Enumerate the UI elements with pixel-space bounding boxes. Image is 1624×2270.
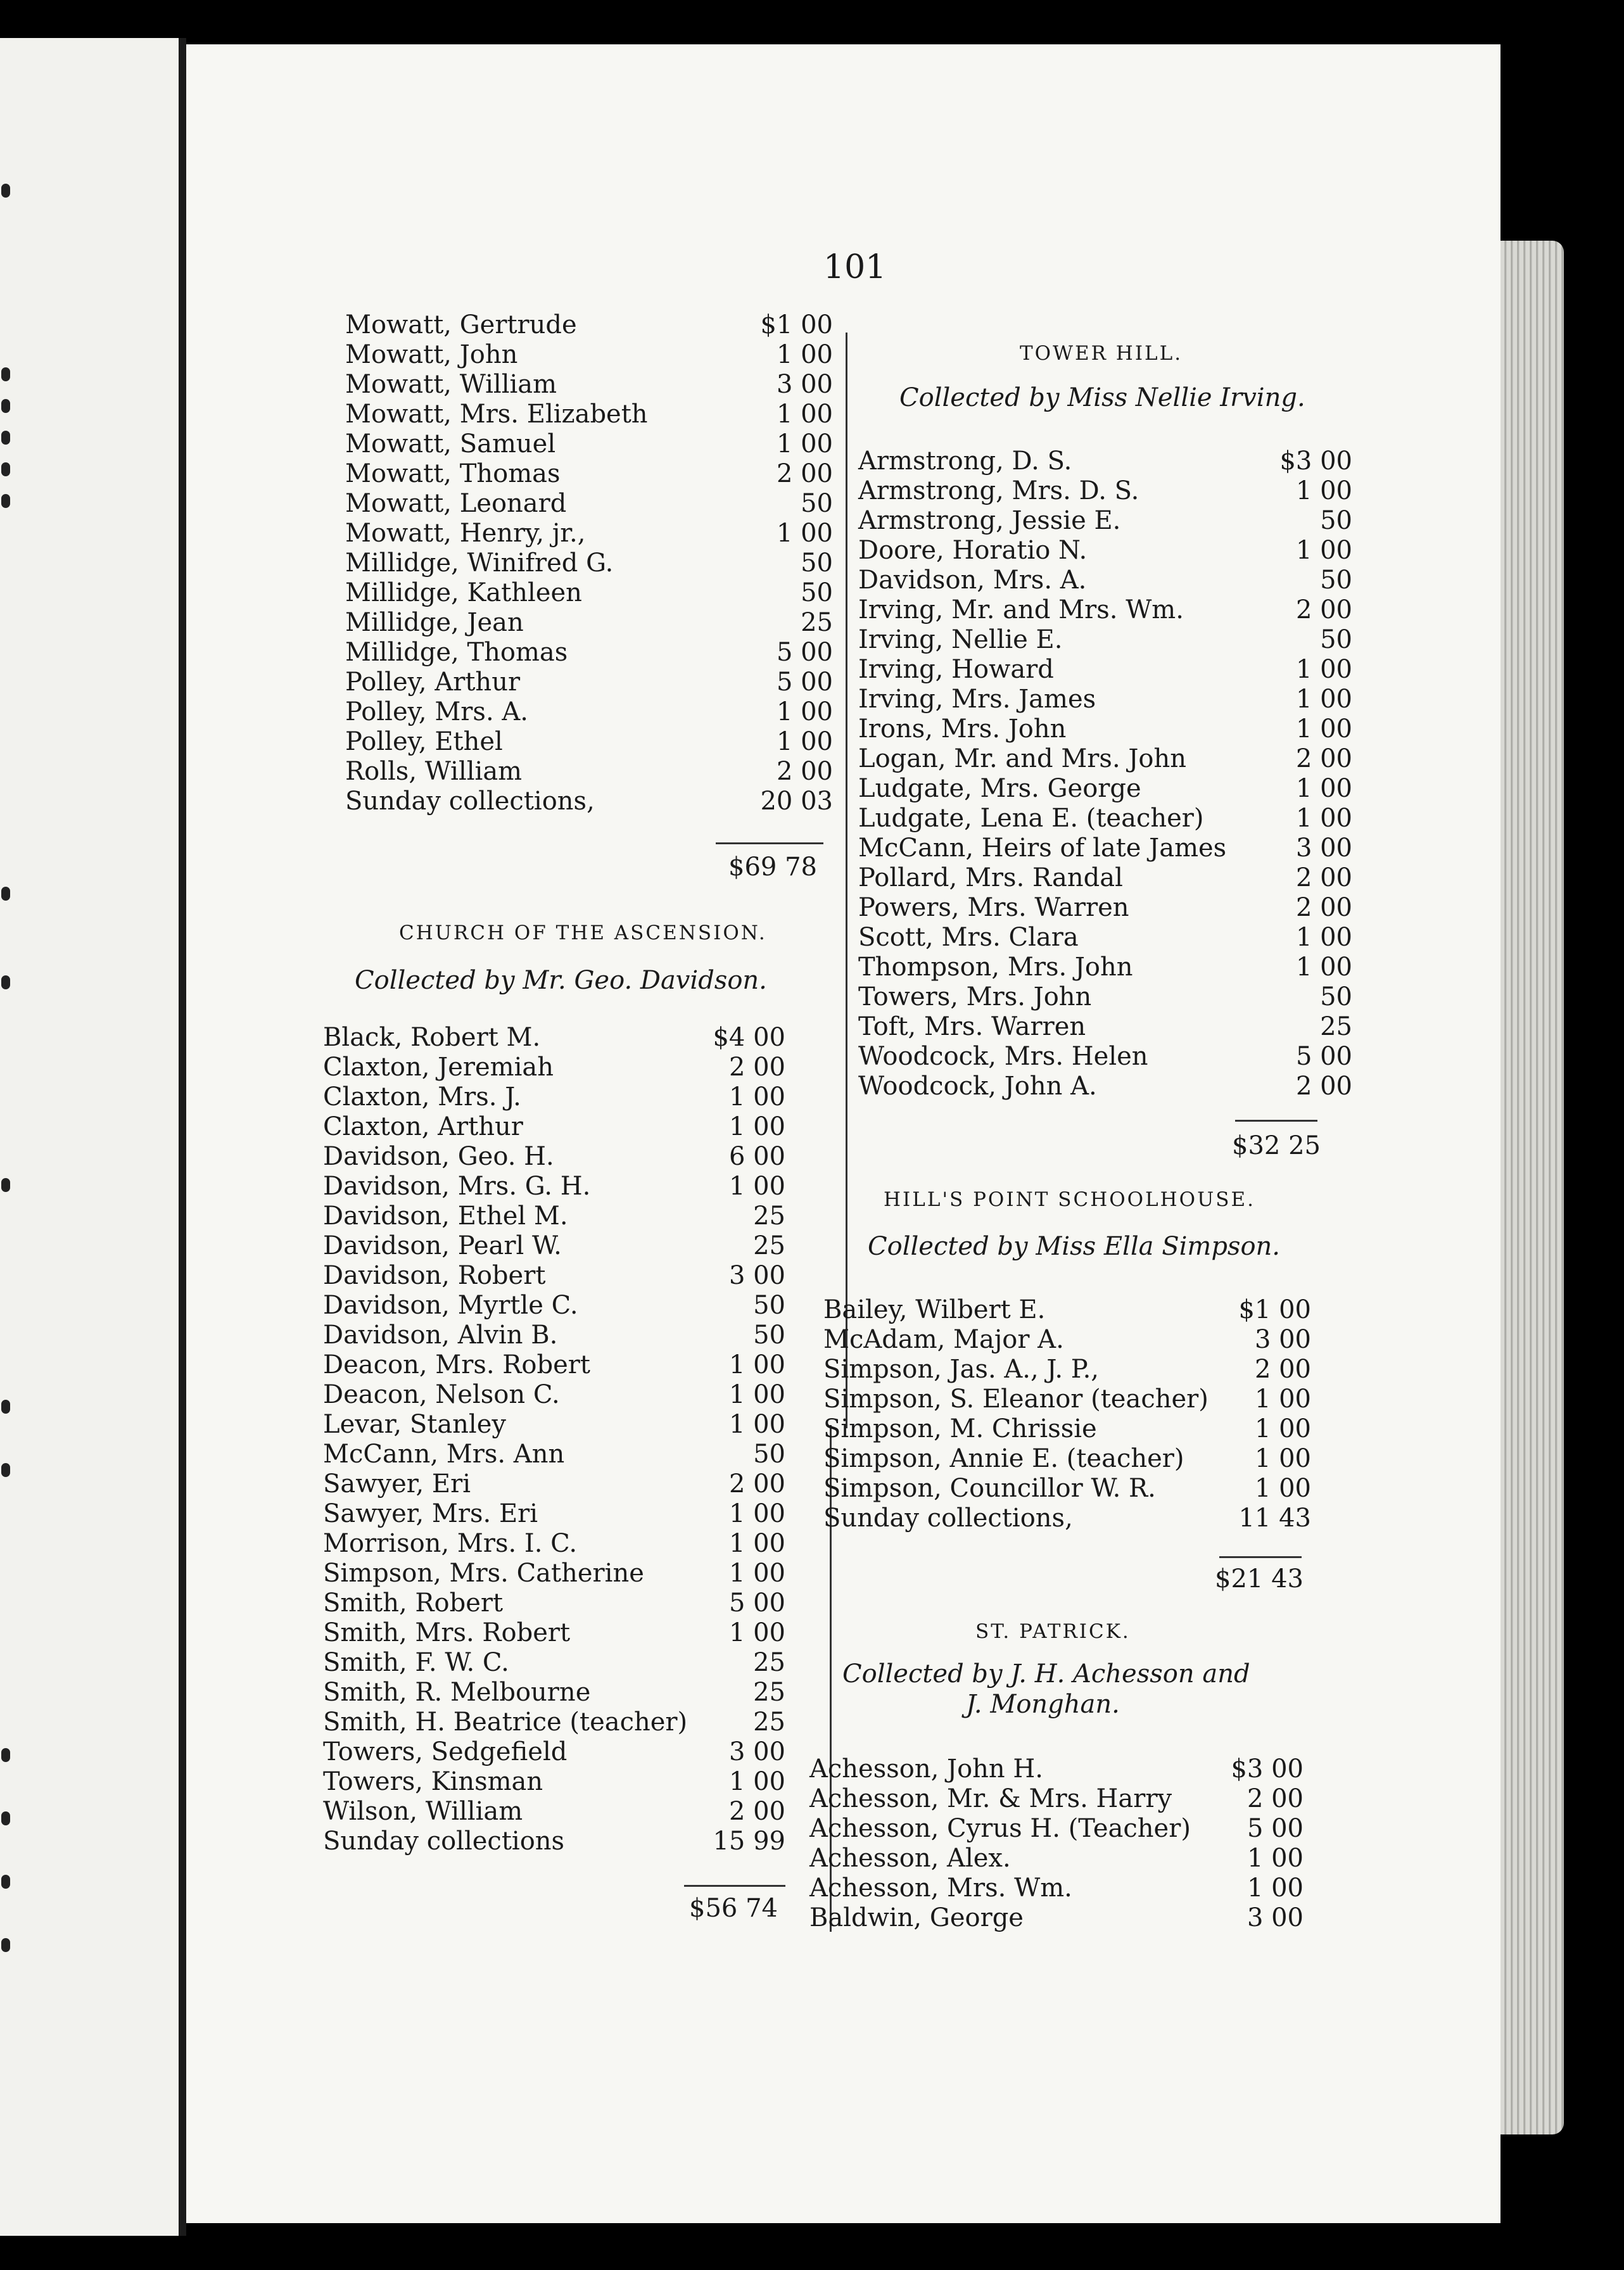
ledger-entry (345, 429, 833, 459)
mowatt-total: $69 78 (728, 853, 817, 882)
contribution-amount: 50 (753, 1291, 785, 1320)
ledger-entry (823, 1355, 1311, 1385)
contribution-amount: 25 (753, 1231, 785, 1260)
st-patrick-title: ST. PATRICK. (975, 1620, 1131, 1643)
contribution-amount: 1 00 (1295, 923, 1352, 952)
contribution-amount: 50 (753, 1440, 785, 1469)
contributor-name: Smith, Mrs. Robert (323, 1618, 571, 1647)
ledger-entry (809, 1844, 1304, 1874)
contribution-amount: $3 00 (1231, 1754, 1304, 1784)
ledger-entry (858, 685, 1352, 714)
contributor-name: Smith, Robert (323, 1588, 504, 1618)
ledger-entry (858, 1042, 1352, 1072)
contributor-name: Towers, Sedgefield (323, 1737, 568, 1766)
contributor-name: Mowatt, Thomas (345, 459, 561, 488)
contribution-amount: 1 00 (728, 1350, 785, 1379)
contributor-name: Woodcock, Mrs. Helen (858, 1042, 1148, 1071)
contribution-amount: 50 (1320, 566, 1352, 595)
ascension-title: CHURCH OF THE ASCENSION. (399, 922, 767, 944)
st-patrick-collector-line1: Collected by J. H. Achesson and (842, 1659, 1250, 1689)
contributor-name: Powers, Mrs. Warren (858, 893, 1129, 922)
contribution-amount: 1 00 (1254, 1474, 1311, 1503)
ledger-entry (323, 1529, 823, 1559)
contribution-amount: 2 00 (776, 757, 833, 786)
total-rule (684, 1885, 785, 1887)
ledger-entry (345, 400, 833, 429)
ink-mark (1, 431, 10, 445)
contributor-name: Davidson, Myrtle C. (323, 1291, 578, 1320)
contribution-amount: 1 00 (1295, 953, 1352, 982)
contributor-name: Mowatt, Henry, jr., (345, 519, 586, 548)
contribution-amount: 25 (753, 1678, 785, 1707)
contribution-amount: 50 (753, 1321, 785, 1350)
contribution-amount: 1 00 (1254, 1385, 1311, 1414)
contribution-amount: $1 00 (1238, 1295, 1311, 1324)
hills-point-collector: Collected by Miss Ella Simpson. (868, 1232, 1281, 1261)
ledger-entry (345, 787, 833, 816)
contributor-name: Sunday collections (323, 1827, 565, 1856)
contributor-name: McCann, Heirs of late James (858, 834, 1227, 863)
ledger-entry (858, 476, 1352, 506)
contributor-name: Simpson, S. Eleanor (teacher) (823, 1385, 1208, 1414)
ledger-entry (323, 1797, 823, 1827)
ink-mark (1, 1811, 10, 1825)
contributor-name: Polley, Arthur (345, 668, 521, 697)
contributor-name: Irving, Mr. and Mrs. Wm. (858, 595, 1184, 625)
ledger-entry (858, 714, 1352, 744)
ledger-entry (345, 548, 833, 578)
contribution-amount: 3 00 (728, 1737, 785, 1766)
ledger-entry (809, 1903, 1304, 1933)
ledger-entry (858, 804, 1352, 834)
contributor-name: Davidson, Pearl W. (323, 1231, 562, 1260)
contribution-amount: 25 (801, 608, 833, 637)
contributor-name: Morrison, Mrs. I. C. (323, 1529, 578, 1558)
ledger-entry (809, 1874, 1304, 1903)
contributor-name: Rolls, William (345, 757, 523, 786)
ledger-entry (323, 1410, 823, 1440)
ledger-entry (858, 982, 1352, 1012)
contribution-amount: 1 00 (1295, 714, 1352, 744)
ledger-entry (858, 536, 1352, 566)
contribution-amount: 2 00 (1295, 893, 1352, 922)
contribution-amount: 5 00 (728, 1588, 785, 1618)
contributor-name: McAdam, Major A. (823, 1325, 1064, 1354)
ledger-entry (345, 697, 833, 727)
contributor-name: Bailey, Wilbert E. (823, 1295, 1046, 1324)
contribution-amount: 3 00 (1254, 1325, 1311, 1354)
contribution-amount: 1 00 (1295, 804, 1352, 833)
contributor-name: Irving, Nellie E. (858, 625, 1063, 654)
ledger-entry (823, 1295, 1311, 1325)
ledger-entry (323, 1291, 823, 1321)
ledger-entry (858, 953, 1352, 982)
contribution-amount: 1 00 (728, 1380, 785, 1409)
contribution-amount: 1 00 (1295, 774, 1352, 803)
ledger-entry (345, 608, 833, 638)
contribution-amount: $4 00 (713, 1023, 785, 1052)
contribution-amount: 1 00 (776, 697, 833, 726)
contribution-amount: $1 00 (760, 310, 833, 339)
contribution-amount: 1 00 (728, 1618, 785, 1647)
st-patrick-collector-line2: J. Monghan. (966, 1690, 1120, 1719)
ledger-entry (858, 566, 1352, 595)
ledger-entry (323, 1648, 823, 1678)
contributor-name: Towers, Kinsman (323, 1767, 543, 1796)
contribution-amount: 1 00 (1295, 655, 1352, 684)
contribution-amount: 2 00 (1295, 1072, 1352, 1101)
ledger-entry (858, 923, 1352, 953)
contribution-amount: 1 00 (776, 519, 833, 548)
ledger-entry (823, 1474, 1311, 1504)
contributor-name: Woodcock, John A. (858, 1072, 1097, 1101)
ledger-entry (323, 1678, 823, 1708)
ascension-total: $56 74 (689, 1894, 778, 1923)
ledger-entry (823, 1414, 1311, 1444)
contributor-name: Davidson, Geo. H. (323, 1142, 554, 1171)
contributor-name: Smith, H. Beatrice (teacher) (323, 1708, 688, 1737)
tower-hill-total: $32 25 (1232, 1131, 1321, 1160)
contributor-name: Toft, Mrs. Warren (858, 1012, 1086, 1041)
contributor-name: McCann, Mrs. Ann (323, 1440, 565, 1469)
contributor-name: Achesson, Mrs. Wm. (809, 1874, 1072, 1903)
contribution-amount: 20 03 (760, 787, 833, 816)
contributor-name: Scott, Mrs. Clara (858, 923, 1079, 952)
contribution-amount: 3 00 (1247, 1903, 1304, 1932)
tower-hill-title: TOWER HILL. (1020, 342, 1183, 365)
ledger-entry (323, 1142, 823, 1172)
ink-mark (1, 399, 10, 413)
ledger-entry (323, 1321, 823, 1350)
contributor-name: Simpson, Annie E. (teacher) (823, 1444, 1184, 1473)
contribution-amount: 2 00 (728, 1469, 785, 1499)
contribution-amount: 5 00 (1247, 1814, 1304, 1843)
contributor-name: Ludgate, Mrs. George (858, 774, 1141, 803)
contributor-name: Black, Robert M. (323, 1023, 541, 1052)
contribution-amount: $3 00 (1279, 447, 1352, 476)
ledger-entry (323, 1082, 823, 1112)
ledger-entry (323, 1588, 823, 1618)
total-rule (716, 842, 823, 844)
page-number: 101 (823, 248, 887, 286)
contributor-name: Doore, Horatio N. (858, 536, 1088, 565)
ledger-entry (323, 1559, 823, 1588)
contributor-name: Simpson, Jas. A., J. P., (823, 1355, 1099, 1384)
contribution-amount: 2 00 (1295, 863, 1352, 892)
ledger-entry (323, 1499, 823, 1529)
contribution-amount: 25 (753, 1202, 785, 1231)
ink-mark (1, 975, 10, 989)
contributor-name: Armstrong, Jessie E. (858, 506, 1121, 535)
ledger-entry (323, 1172, 823, 1202)
ink-mark (1, 462, 10, 476)
contributor-name: Levar, Stanley (323, 1410, 506, 1439)
column-divider-upper (846, 333, 847, 1428)
contributor-name: Mowatt, Gertrude (345, 310, 577, 339)
contributor-name: Sawyer, Eri (323, 1469, 471, 1499)
contribution-amount: 3 00 (728, 1261, 785, 1290)
ledger-entry (858, 744, 1352, 774)
contribution-amount: 1 00 (776, 429, 833, 459)
contribution-amount: 2 00 (728, 1053, 785, 1082)
ledger-entry (345, 370, 833, 400)
ledger-entry (858, 625, 1352, 655)
ledger-entry (323, 1440, 823, 1469)
contribution-amount: 1 00 (1295, 685, 1352, 714)
ledger-entry (345, 489, 833, 519)
ledger-entry (323, 1469, 823, 1499)
contributor-name: Deacon, Nelson C. (323, 1380, 560, 1409)
ledger-entry (323, 1261, 823, 1291)
ledger-entry (858, 863, 1352, 893)
contribution-amount: 1 00 (1295, 536, 1352, 565)
contribution-amount: 50 (801, 548, 833, 578)
contribution-amount: 1 00 (776, 340, 833, 369)
contributor-name: Achesson, Mr. & Mrs. Harry (809, 1784, 1172, 1813)
ledger-entry (323, 1708, 823, 1737)
contribution-amount: 2 00 (776, 459, 833, 488)
ledger-entry (323, 1350, 823, 1380)
contribution-amount: 6 00 (728, 1142, 785, 1171)
contribution-amount: 25 (753, 1708, 785, 1737)
contribution-amount: 50 (1320, 625, 1352, 654)
ledger-entry (809, 1784, 1304, 1814)
contribution-amount: 2 00 (1295, 595, 1352, 625)
ink-mark (1, 1748, 10, 1762)
contributor-name: Smith, F. W. C. (323, 1648, 509, 1677)
contribution-amount: 1 00 (728, 1172, 785, 1201)
ledger-entry (345, 668, 833, 697)
contribution-amount: 1 00 (1295, 476, 1352, 505)
contributor-name: Davidson, Mrs. G. H. (323, 1172, 591, 1201)
contributor-name: Claxton, Mrs. J. (323, 1082, 521, 1112)
ledger-entry (858, 506, 1352, 536)
contribution-amount: 11 43 (1238, 1504, 1311, 1533)
contribution-amount: 50 (801, 489, 833, 518)
contribution-amount: 2 00 (728, 1797, 785, 1826)
contribution-amount: 50 (801, 578, 833, 607)
ledger-entry (323, 1112, 823, 1142)
contribution-amount: 3 00 (776, 370, 833, 399)
contributor-name: Pollard, Mrs. Randal (858, 863, 1123, 892)
contribution-amount: 1 00 (1247, 1874, 1304, 1903)
hills-point-list (823, 1295, 1311, 1533)
contributor-name: Mowatt, John (345, 340, 518, 369)
contributor-name: Davidson, Mrs. A. (858, 566, 1087, 595)
contributor-name: Millidge, Jean (345, 608, 524, 637)
contributor-name: Simpson, M. Chrissie (823, 1414, 1097, 1443)
contribution-amount: 1 00 (1254, 1444, 1311, 1473)
contribution-amount: 1 00 (776, 727, 833, 756)
contributor-name: Davidson, Ethel M. (323, 1202, 568, 1231)
contributor-name: Millidge, Winifred G. (345, 548, 614, 578)
ledger-entry (858, 893, 1352, 923)
mowatt-list (345, 310, 833, 816)
ledger-entry (858, 447, 1352, 476)
ledger-entry (323, 1618, 823, 1648)
ledger-entry (858, 1012, 1352, 1042)
ink-mark (1, 1178, 10, 1192)
contribution-amount: 1 00 (728, 1559, 785, 1588)
contributor-name: Mowatt, Samuel (345, 429, 556, 459)
ledger-entry (345, 519, 833, 548)
contributor-name: Armstrong, D. S. (858, 447, 1072, 476)
ledger-entry (809, 1814, 1304, 1844)
contribution-amount: 5 00 (776, 668, 833, 697)
ledger-entry (809, 1754, 1304, 1784)
ledger-entry (345, 459, 833, 489)
ledger-entry (858, 655, 1352, 685)
ledger-entry (323, 1827, 823, 1856)
ledger-entry (323, 1023, 823, 1053)
contributor-name: Smith, R. Melbourne (323, 1678, 591, 1707)
ledger-entry (323, 1380, 823, 1410)
page-stack-edge (1500, 241, 1564, 2134)
ink-mark (1, 887, 10, 901)
contributor-name: Sawyer, Mrs. Eri (323, 1499, 538, 1528)
tower-hill-collector: Collected by Miss Nellie Irving. (899, 383, 1305, 412)
contribution-amount: 1 00 (1254, 1414, 1311, 1443)
total-rule (1235, 1120, 1317, 1122)
contribution-amount: 15 99 (713, 1827, 785, 1856)
contributor-name: Millidge, Kathleen (345, 578, 582, 607)
ledger-entry (858, 834, 1352, 863)
ink-mark (1, 184, 10, 198)
previous-page-edge (0, 38, 179, 2236)
contribution-amount: 25 (753, 1648, 785, 1677)
contribution-amount: 1 00 (728, 1112, 785, 1141)
ledger-entry (823, 1504, 1311, 1533)
ledger-entry (823, 1385, 1311, 1414)
contributor-name: Armstrong, Mrs. D. S. (858, 476, 1139, 505)
contributor-name: Mowatt, Leonard (345, 489, 567, 518)
contributor-name: Mowatt, William (345, 370, 557, 399)
contributor-name: Simpson, Councillor W. R. (823, 1474, 1156, 1503)
ink-mark (1, 494, 10, 508)
contributor-name: Mowatt, Mrs. Elizabeth (345, 400, 648, 429)
ink-mark (1, 1400, 10, 1414)
contribution-amount: 2 00 (1247, 1784, 1304, 1813)
contributor-name: Millidge, Thomas (345, 638, 568, 667)
ink-mark (1, 367, 10, 381)
contributor-name: Towers, Mrs. John (858, 982, 1092, 1011)
contribution-amount: 25 (1320, 1012, 1352, 1041)
contributor-name: Achesson, John H. (809, 1754, 1044, 1784)
contributor-name: Achesson, Cyrus H. (Teacher) (809, 1814, 1191, 1843)
contribution-amount: 3 00 (1295, 834, 1352, 863)
contributor-name: Davidson, Alvin B. (323, 1321, 558, 1350)
contributor-name: Thompson, Mrs. John (858, 953, 1133, 982)
contributor-name: Sunday collections, (823, 1504, 1073, 1533)
contributor-name: Claxton, Jeremiah (323, 1053, 554, 1082)
contributor-name: Achesson, Alex. (809, 1844, 1011, 1873)
ledger-entry (323, 1053, 823, 1082)
contributor-name: Wilson, William (323, 1797, 523, 1826)
ledger-entry (323, 1202, 823, 1231)
contribution-amount: 1 00 (728, 1529, 785, 1558)
contributor-name: Polley, Ethel (345, 727, 503, 756)
ascension-list (323, 1023, 823, 1856)
contributor-name: Claxton, Arthur (323, 1112, 523, 1141)
tower-hill-list (858, 447, 1352, 1101)
contribution-amount: 2 00 (1254, 1355, 1311, 1384)
contributor-name: Irving, Mrs. James (858, 685, 1096, 714)
ledger-entry (323, 1737, 823, 1767)
ink-mark (1, 1938, 10, 1952)
contribution-amount: 1 00 (1247, 1844, 1304, 1873)
ledger-entry (858, 595, 1352, 625)
ledger-entry (323, 1231, 823, 1261)
contribution-amount: 5 00 (776, 638, 833, 667)
contributor-name: Polley, Mrs. A. (345, 697, 528, 726)
ascension-collector: Collected by Mr. Geo. Davidson. (355, 966, 767, 995)
contributor-name: Baldwin, George (809, 1903, 1024, 1932)
ledger-entry (823, 1444, 1311, 1474)
contribution-amount: 5 00 (1295, 1042, 1352, 1071)
contributor-name: Sunday collections, (345, 787, 595, 816)
contribution-amount: 1 00 (728, 1410, 785, 1439)
hills-point-title: HILL'S POINT SCHOOLHOUSE. (884, 1188, 1255, 1211)
ink-mark (1, 1875, 10, 1889)
contribution-amount: 1 00 (728, 1767, 785, 1796)
ledger-entry (323, 1767, 823, 1797)
contributor-name: Irons, Mrs. John (858, 714, 1067, 744)
ledger-entry (345, 638, 833, 668)
contributor-name: Irving, Howard (858, 655, 1054, 684)
contributor-name: Ludgate, Lena E. (teacher) (858, 804, 1204, 833)
contributor-name: Simpson, Mrs. Catherine (323, 1559, 644, 1588)
total-rule (1219, 1556, 1302, 1558)
ledger-entry (858, 1072, 1352, 1101)
contribution-amount: 2 00 (1295, 744, 1352, 773)
ledger-entry (345, 578, 833, 608)
hills-point-total: $21 43 (1215, 1564, 1304, 1594)
contribution-amount: 1 00 (776, 400, 833, 429)
book-gutter (179, 38, 186, 2236)
ink-mark (1, 1463, 10, 1477)
contribution-amount: 1 00 (728, 1499, 785, 1528)
ledger-entry (823, 1325, 1311, 1355)
contribution-amount: 50 (1320, 506, 1352, 535)
contributor-name: Davidson, Robert (323, 1261, 546, 1290)
contribution-amount: 50 (1320, 982, 1352, 1011)
ledger-entry (345, 340, 833, 370)
contributor-name: Logan, Mr. and Mrs. John (858, 744, 1187, 773)
ledger-entry (858, 774, 1352, 804)
contributor-name: Deacon, Mrs. Robert (323, 1350, 590, 1379)
ledger-entry (345, 727, 833, 757)
st-patrick-list (809, 1754, 1304, 1933)
ledger-entry (345, 310, 833, 340)
contribution-amount: 1 00 (728, 1082, 785, 1112)
ledger-entry (345, 757, 833, 787)
